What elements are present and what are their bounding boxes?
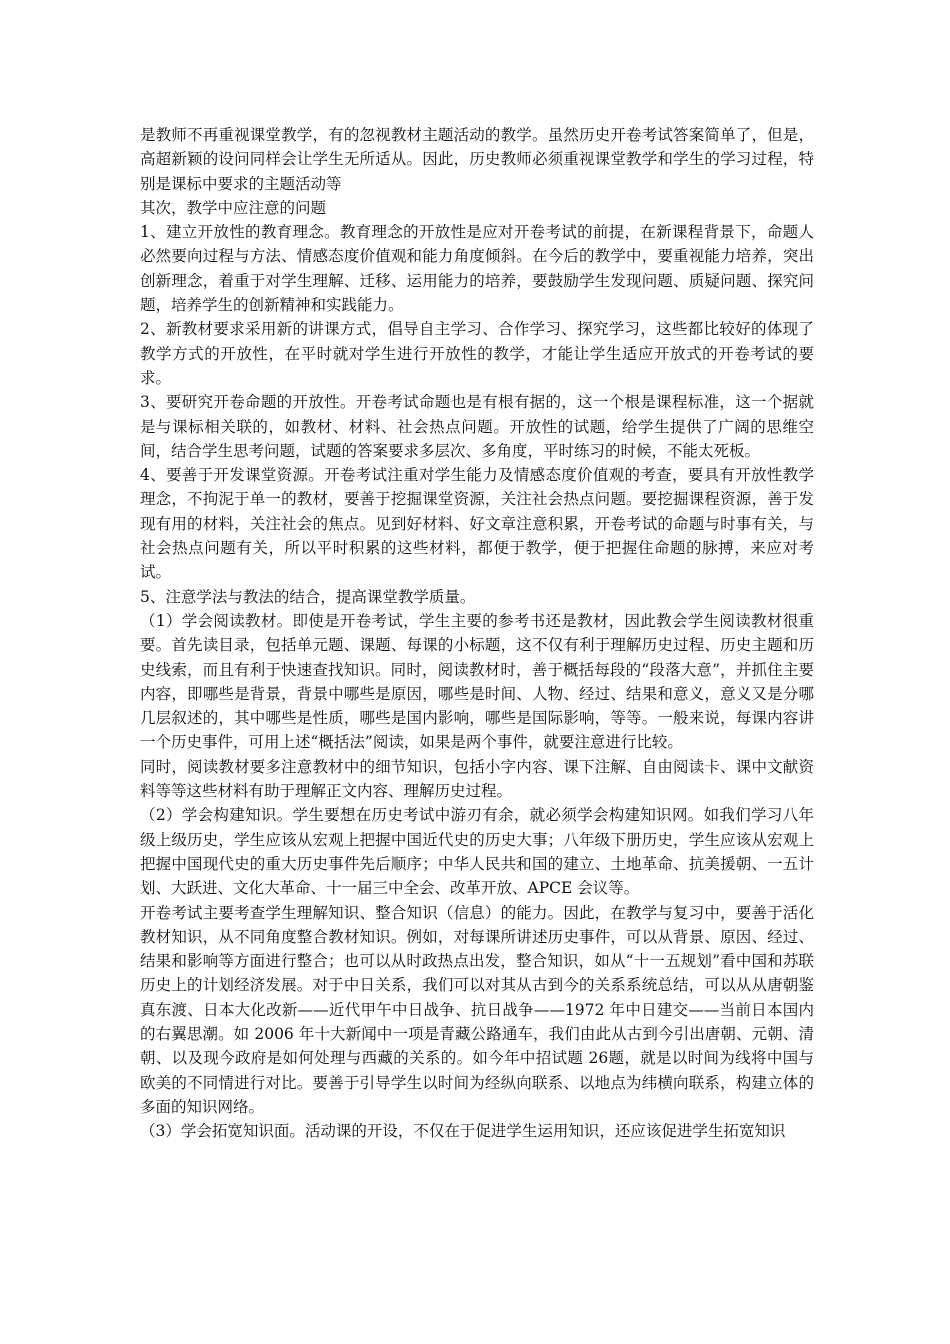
paragraph-sub-3: （3）学会拓宽知识面。活动课的开设，不仅在于促进学生运用知识，还应该促进学生拓宽知识 [140, 1122, 786, 1141]
paragraph-point-3: 3、要研究开卷命题的开放性。开卷考试命题也是有根有据的，这一个根是课程标准，这一个据就是与课标相关联的，如教材、材料、社会热点问题。开放性的试题，给学生提供了广阔的思维空间，结合学生思考问题，试题的答案要求多层次、多角度，平时练习的时候，不能太死板。 [140, 393, 814, 460]
paragraph-continuation: 是教师不再重视课堂教学，有的忽视教材主题活动的教学。虽然历史开卷考试答案简单了，但是，高超新颖的设问同样会让学生无所适从。因此，历史教师必须重视课堂教学和学生的学习过程，特别是课标中要求的主题活动等 [140, 126, 814, 193]
paragraph-sub-2: （2）学会构建知识。学生要想在历史考试中游刃有余，就必须学会构建知识网。如我们学习八年级上级历史，学生应该从宏观上把握中国近代史的历史大事；八年级下册历史，学生应该从宏观上把握中国现代史的重大历史事件先后顺序；中华人民共和国的建立、土地革命、抗美援朝、一五计划、大跃进、文化大革命、十一届三中全会、改革开放、APCE 会议等。 [140, 806, 814, 898]
paragraph-point-4: 4、要善于开发课堂资源。开卷考试注重对学生能力及情感态度价值观的考查，要具有开放性教学理念，不拘泥于单一的教材，要善于挖掘课堂资源，关注社会热点问题。要挖掘课程资源，善于发现有用的材料，关注社会的焦点。见到好材料、好文章注意积累，开卷考试的命题与时事有关，与社会热点问题有关，所以平时积累的这些材料，都便于教学，便于把握住命题的脉搏，来应对考试。 [140, 466, 814, 582]
paragraph-point-1: 1、建立开放性的教育理念。教育理念的开放性是应对开卷考试的前提，在新课程背景下，命题人必然要向过程与方法、情感态度价值观和能力角度倾斜。在今后的教学中，要重视能力培养，突出创新理念，着重于对学生理解、迁移、运用能力的培养，要鼓励学生发现问题、质疑问题、探究问题，培养学生的创新精神和实践能力。 [140, 223, 814, 315]
paragraph-sub-1-note: 同时，阅读教材要多注意教材中的细节知识，包括小字内容、课下注解、自由阅读卡、课中文献资料等等这些材料有助于理解正文内容、理解历史过程。 [140, 757, 814, 801]
paragraph-sub-1: （1）学会阅读教材。即使是开卷考试，学生主要的参考书还是教材，因此教会学生阅读教材很重要。首先读目录，包括单元题、课题、每课的小标题，这不仅有利于理解历史过程、历史主题和历史线索，而且有利于快速查找知识。同时，阅读教材时，善于概括每段的“段落大意”，并抓住主要内容，即哪些是背景，背景中哪些是原因，哪些是时间、人物、经过、结果和意义，意义又是分哪几层叙述的，其中哪些是性质，哪些是国内影响，哪些是国际影响，等等。一般来说，每课内容讲一个历史事件，可用上述“概括法”阅读，如果是两个事件，就要注意进行比较。 [140, 611, 814, 752]
paragraph-sub-2-detail: 开卷考试主要考查学生理解知识、整合知识（信息）的能力。因此，在教学与复习中，要善于活化教材知识，从不同角度整合教材知识。例如，对每课所讲述历史事件，可以从背景、原因、经过、结果和影响等方面进行整合；也可以从时政热点出发，整合知识，如从“十一五规划”看中国和苏联历史上的计划经济发展。对于中日关系，我们可以对其从古到今的关系系统总结，可以从从唐朝鉴真东渡、日本大化改新——近代甲午中日战争、抗日战争——1972 年中日建交——当前日本国内的右翼思潮。如 2006 年十大新闻中一项是青藏公路通车，我们由此从古到今引出唐朝、元朝、清朝、以及现今政府是如何处理与西藏的关系的。如今年中招试题 26题，就是以时间为线将中国与欧美的不同情进行对比。要善于引导学生以时间为经纵向联系、以地点为纬横向联系，构建立体的多面的知识网络。 [140, 903, 814, 1116]
paragraph-point-5: 5、注意学法与教法的结合，提高课堂教学质量。 [140, 587, 476, 606]
document-body [140, 123, 814, 1143]
paragraph-point-2: 2、新教材要求采用新的讲课方式，倡导自主学习、合作学习、探究学习，这些都比较好的体现了教学方式的开放性，在平时就对学生进行开放性的教学，才能让学生适应开放式的开卷考试的要求。 [140, 320, 814, 387]
section-heading: 其次，教学中应注意的问题 [140, 198, 327, 217]
